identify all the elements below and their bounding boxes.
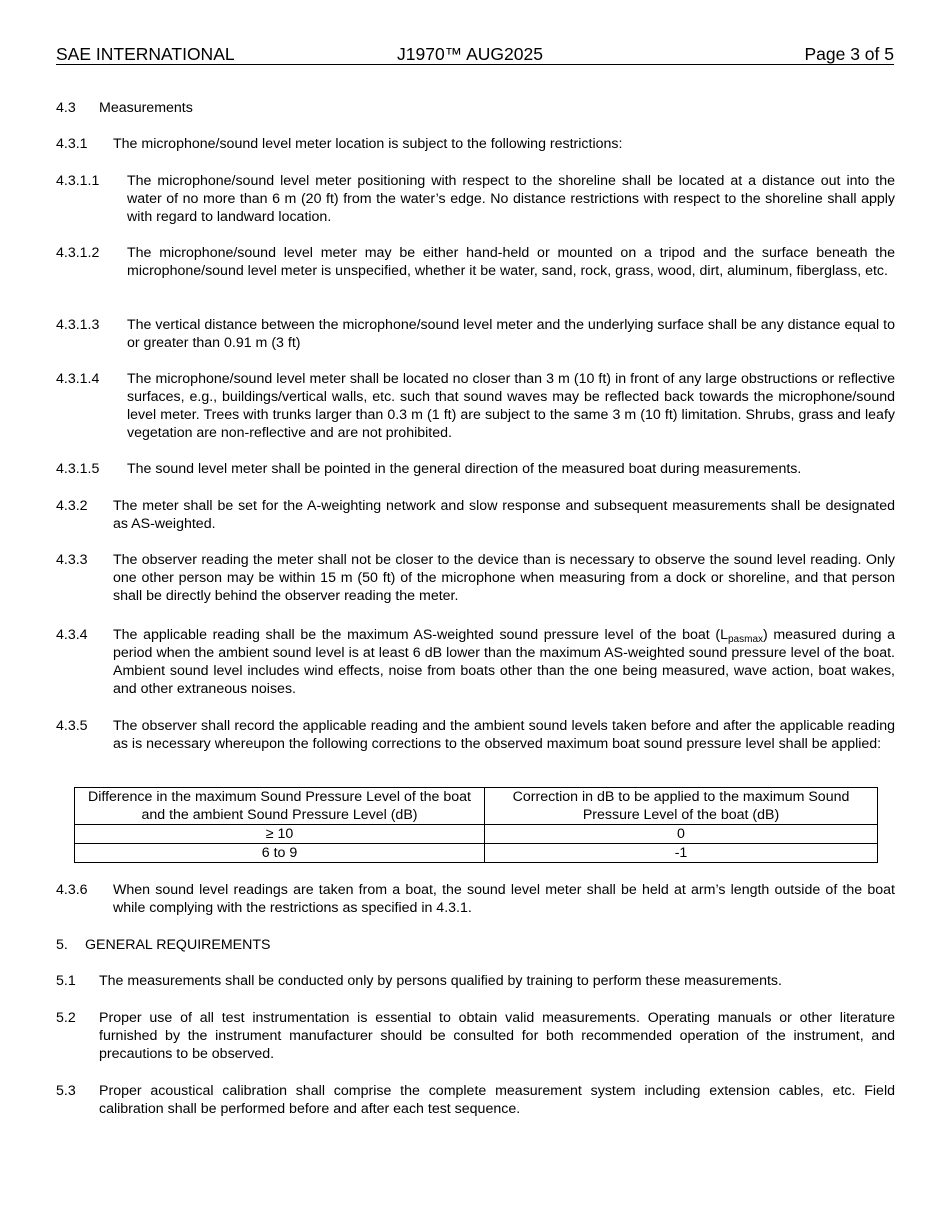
table-cell: 6 to 9	[75, 844, 485, 863]
table-header-cell: Difference in the maximum Sound Pressure Level of the boat and the ambient Sound Pressure Level (dB)	[75, 788, 485, 825]
section-text: The microphone/sound level meter may be either hand-held or mounted on a tripod and the surface beneath the microphone/sound level meter is unspecified, whether it be water, sand, rock, grass, wood, dirt, aluminum, fiberglass, etc.	[127, 245, 895, 279]
header-document-id: J1970™ AUG2025	[397, 44, 543, 64]
section-text: Measurements	[99, 100, 193, 116]
section-text	[113, 626, 895, 698]
section-text: The microphone/sound level meter shall be located no closer than 3 m (10 ft) in front of any large obstructions or reflective surfaces, e.g., buildings/vertical walls, etc. such that sound waves may be reflected back towards the microphone/sound level meter. Trees with trunks larger than 0.3 m (1 ft) are subject to the same 3 m (10 ft) limitation. Shrubs, grass and leafy vegetation are non-reflective and are not prohibited.	[127, 371, 895, 441]
section-number: 4.3.5	[56, 718, 88, 734]
subscript-pasmax: pasmax	[727, 634, 763, 645]
section-5-1	[56, 972, 895, 990]
section-4-3-1-4	[56, 370, 895, 442]
header-organization: SAE INTERNATIONAL	[56, 44, 235, 64]
section-text: GENERAL REQUIREMENTS	[85, 937, 271, 953]
section-text: When sound level readings are taken from a boat, the sound level meter shall be held at arm’s length outside of the boat while complying with the restrictions as specified in 4.3.1.	[113, 882, 895, 916]
correction-table	[74, 787, 878, 863]
table-cell: 0	[485, 825, 878, 844]
section-4-3-2	[56, 497, 895, 533]
text-after-subscript: ) measured during a period when the ambient sound level is at least 6 dB lower than the maximum AS-weighted sound pressure level of the boat. Ambient sound level includes wind effects, noise from boats other than the one being measured, wave action, boat wakes, and other extraneous noises.	[113, 627, 895, 697]
header-page-number: Page 3 of 5	[804, 44, 894, 64]
section-4-3-1-5	[56, 460, 895, 478]
section-text: The microphone/sound level meter location is subject to the following restrictions:	[113, 136, 623, 152]
section-number: 5.1	[56, 973, 76, 989]
section-number: 4.3	[56, 100, 76, 116]
section-4-3-1-2	[56, 244, 895, 280]
section-number: 5.2	[56, 1010, 76, 1026]
section-5-2	[56, 1009, 895, 1063]
section-number: 4.3.6	[56, 882, 88, 898]
section-4-3-4	[56, 626, 895, 698]
section-4-3-6	[56, 881, 895, 917]
section-number: 4.3.4	[56, 627, 88, 643]
table-row	[75, 825, 878, 844]
section-text: The sound level meter shall be pointed in the general direction of the measured boat during measurements.	[127, 461, 802, 477]
section-number: 5.	[56, 937, 68, 953]
section-text: The observer reading the meter shall not be closer to the device than is necessary to observe the sound level reading. Only one other person may be within 15 m (50 ft) of the microphone when measuring from a dock or shoreline, and that person shall be directly behind the observer reading the meter.	[113, 552, 895, 604]
section-4-3-1-3	[56, 316, 895, 352]
section-5-heading	[56, 936, 895, 954]
table-cell: -1	[485, 844, 878, 863]
table-cell: ≥ 10	[75, 825, 485, 844]
section-number: 4.3.1.4	[56, 371, 100, 387]
section-text: The microphone/sound level meter positioning with respect to the shoreline shall be located at a distance out into the water of no more than 6 m (20 ft) from the water’s edge. No distance restrictions with respect to the shoreline shall apply with regard to landward location.	[127, 173, 895, 225]
section-text: Proper acoustical calibration shall comprise the complete measurement system including extension cables, etc. Field calibration shall be performed before and after each test sequence.	[99, 1083, 895, 1117]
section-5-3	[56, 1082, 895, 1118]
table-row	[75, 844, 878, 863]
section-text: The measurements shall be conducted only by persons qualified by training to perform these measurements.	[99, 973, 782, 989]
section-4-3-5	[56, 717, 895, 753]
section-4-3-1-1	[56, 172, 895, 226]
section-text: Proper use of all test instrumentation is essential to obtain valid measurements. Operating manuals or other literature furnished by the instrument manufacturer should be consulted for both recommended operation of the instrument, and precautions to be observed.	[99, 1010, 895, 1062]
section-number: 4.3.2	[56, 498, 88, 514]
section-4-3-1	[56, 135, 895, 153]
section-text: The vertical distance between the microphone/sound level meter and the underlying surface shall be any distance equal to or greater than 0.91 m (3 ft)	[127, 317, 895, 351]
section-4-3-3	[56, 551, 895, 605]
text-before-subscript: The applicable reading shall be the maximum AS-weighted sound pressure level of the boat (L	[113, 627, 728, 643]
section-number: 4.3.1.3	[56, 317, 100, 333]
table-header-cell: Correction in dB to be applied to the maximum Sound Pressure Level of the boat (dB)	[485, 788, 878, 825]
section-text: The meter shall be set for the A-weighting network and slow response and subsequent measurements shall be designated as AS-weighted.	[113, 498, 895, 532]
section-number: 4.3.3	[56, 552, 88, 568]
section-number: 4.3.1	[56, 136, 88, 152]
section-text: The observer shall record the applicable reading and the ambient sound levels taken before and after the applicable reading as is necessary whereupon the following corrections to the observed maximum boat sound pressure level shall be applied:	[113, 718, 895, 752]
section-number: 4.3.1.1	[56, 173, 100, 189]
section-4-3-heading	[56, 99, 895, 117]
section-number: 4.3.1.5	[56, 461, 100, 477]
section-number: 5.3	[56, 1083, 76, 1099]
section-number: 4.3.1.2	[56, 245, 100, 261]
table-header-row	[75, 788, 878, 825]
page-header	[56, 44, 894, 65]
